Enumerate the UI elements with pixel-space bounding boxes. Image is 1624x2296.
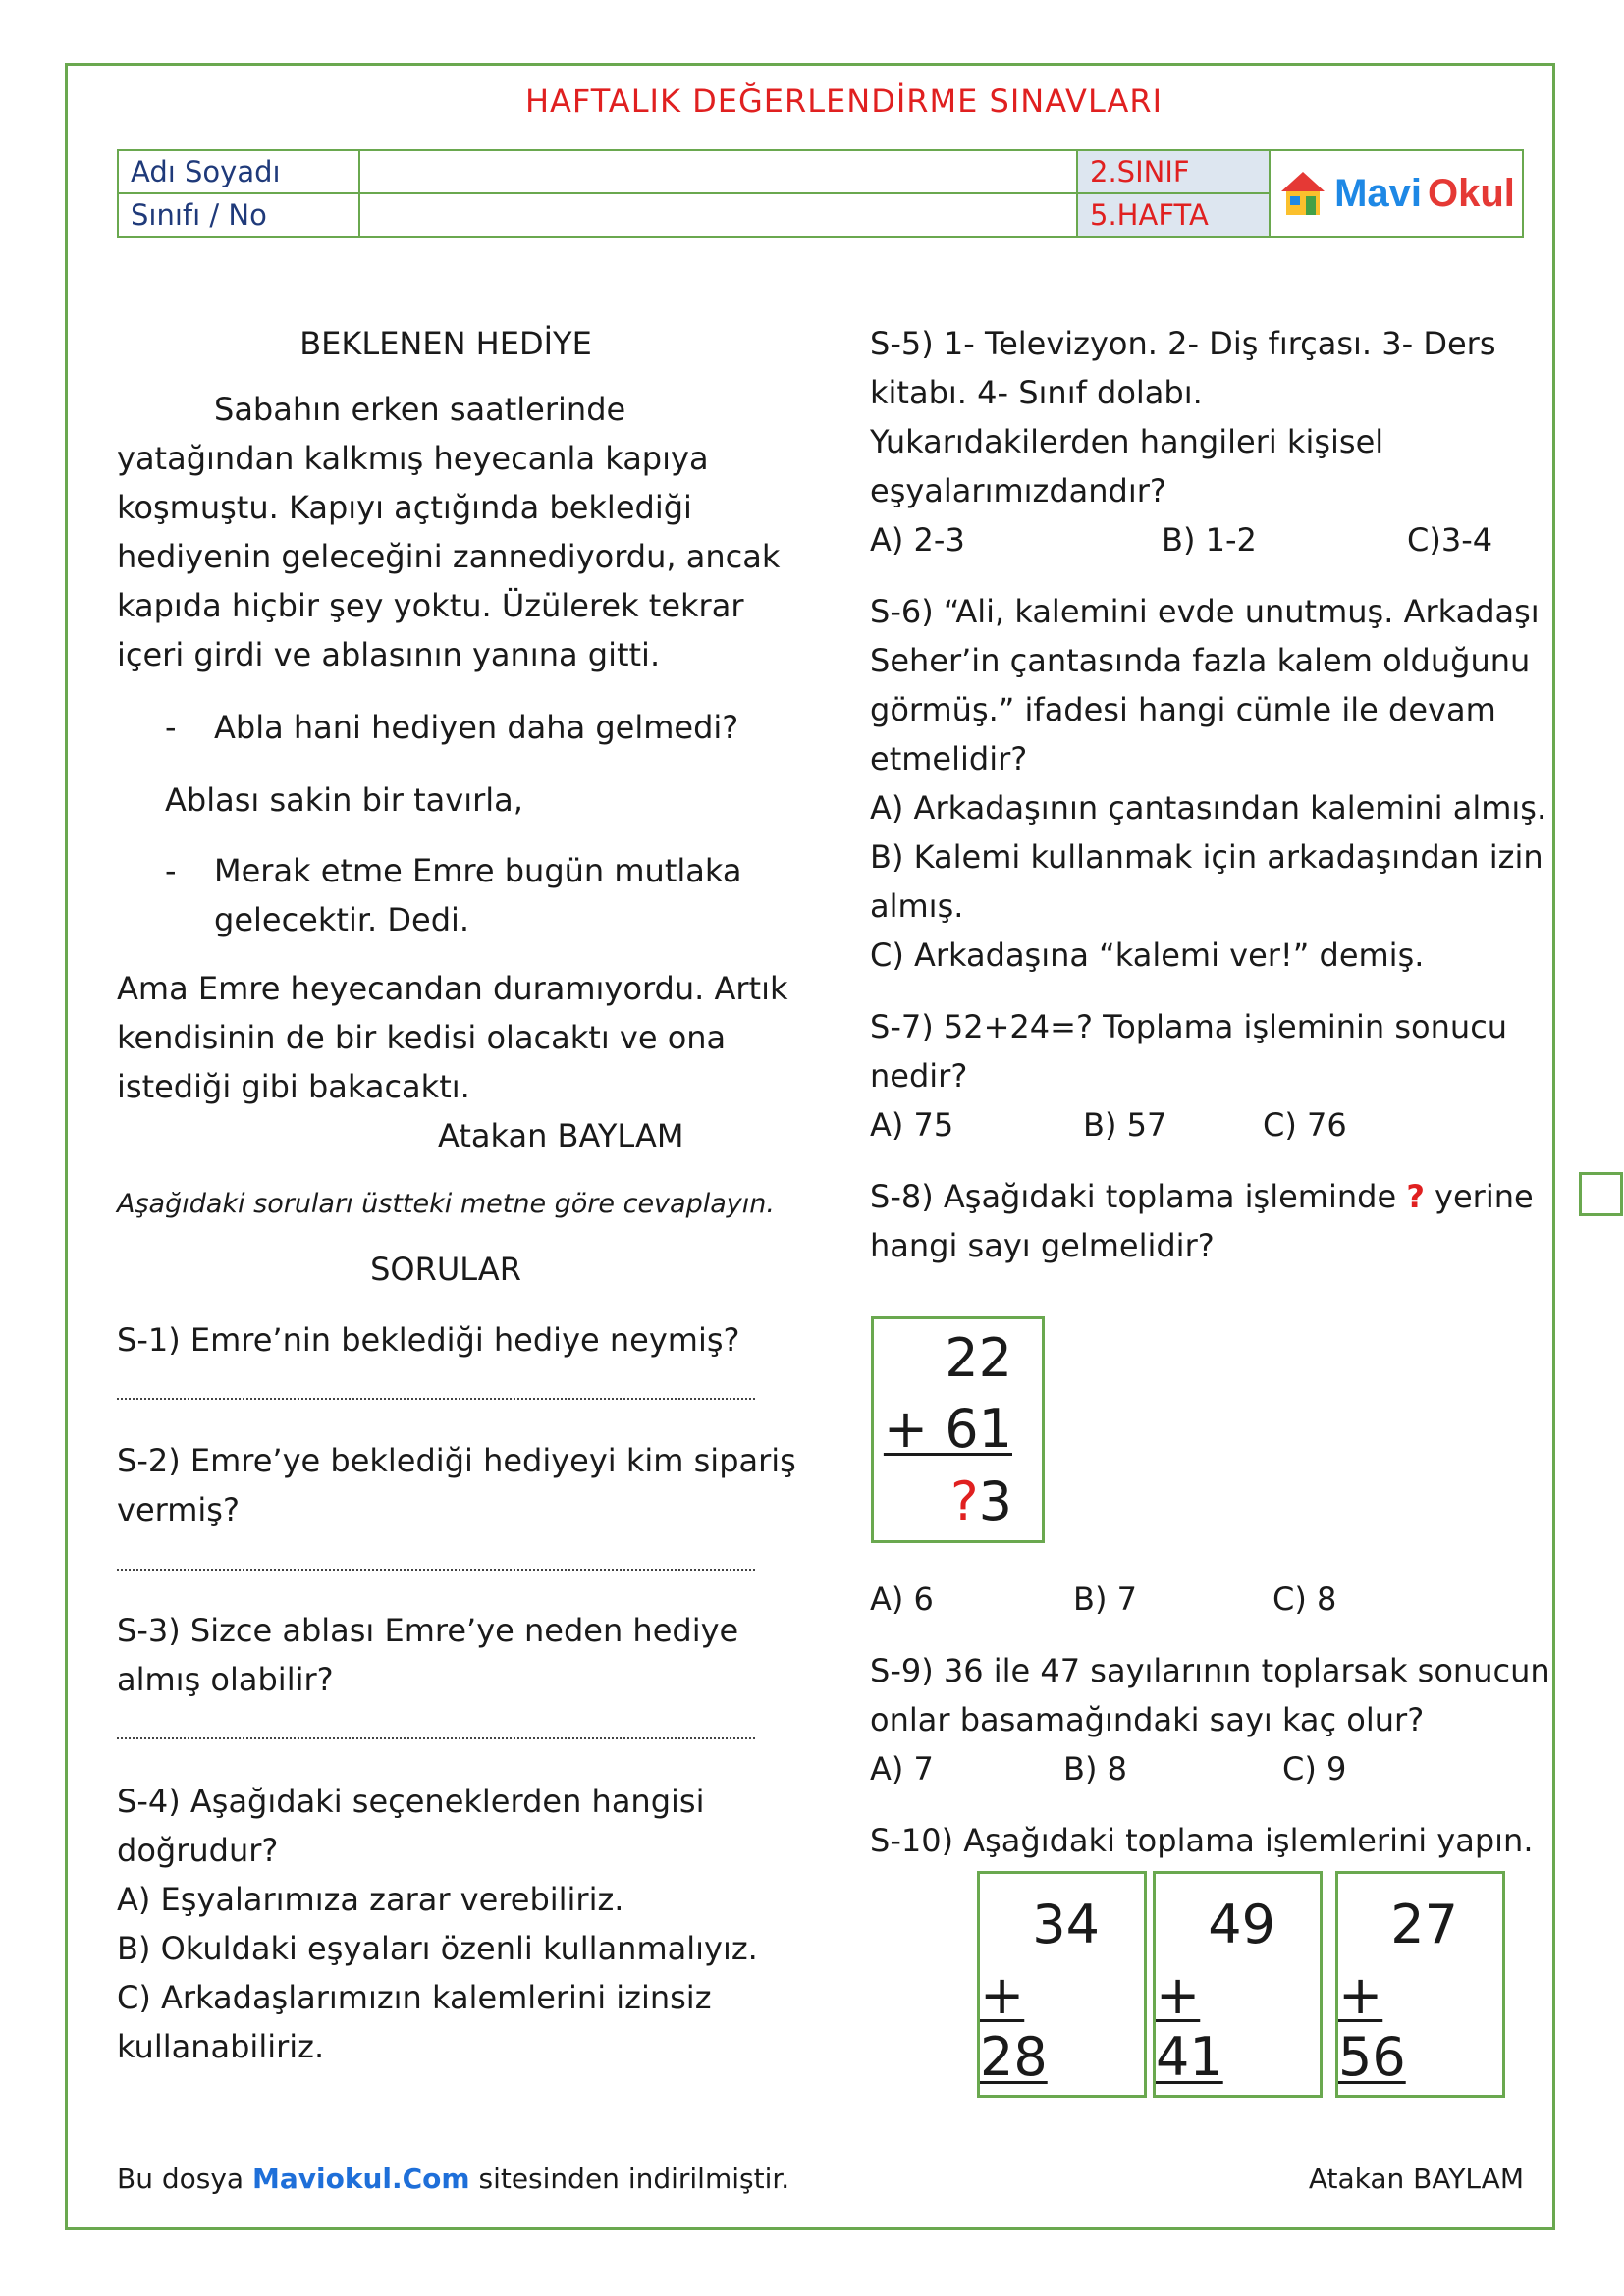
instruction-text: Aşağıdaki soruları üstteki metne göre cevaplayın. [117,1189,775,1219]
question-9: S-9) 36 ile 47 sayılarının toplarsak sonucun [870,1652,1550,1689]
addend-top: 49 [1208,1894,1275,1955]
option-c: C) Arkadaşına “kalemi ver!” demiş. [870,936,1425,974]
option-b: B) 7 [1073,1580,1137,1618]
option-a: A) 75 [870,1106,954,1144]
question-5-line: eşyalarımızdandır? [870,472,1166,509]
story-line: Ama Emre heyecandan duramıyordu. Artık [117,970,788,1007]
question-5-line: kitabı. 4- Sınıf dolabı. [870,374,1203,411]
question-2: S-2) Emre’ye beklediği hediyeyi kim sipariş [117,1442,796,1479]
dialog-line: Abla hani hediyen daha gelmedi? [214,709,739,746]
question-4-line: doğrudur? [117,1832,279,1869]
option-a: A) 6 [870,1580,934,1618]
name-label: Adı Soyadı [118,150,359,193]
question-4: S-4) Aşağıdaki seçeneklerden hangisi [117,1783,705,1820]
story-line: Ablası sakin bir tavırla, [165,781,523,819]
option-c-line: kullanabiliriz. [117,2028,325,2065]
question-8-line: hangi sayı gelmelidir? [870,1227,1215,1264]
option-c: C) 8 [1272,1580,1337,1618]
class-field[interactable] [359,193,1077,237]
maviokul-logo [1271,168,1522,219]
question-5: S-5) 1- Televizyon. 2- Diş fırçası. 3- Ders [870,325,1496,362]
answer-line[interactable] [117,1569,755,1571]
footer-author: Atakan BAYLAM [1308,2163,1524,2195]
option-b: B) 1-2 [1162,521,1257,559]
question-2-line: vermiş? [117,1491,240,1528]
story-line: istediği gibi bakacaktı. [117,1068,470,1105]
class-label: Sınıfı / No [118,193,359,237]
name-field[interactable] [359,150,1077,193]
story-title: BEKLENEN HEDİYE [299,325,592,362]
dialog-line: gelecektir. Dedi. [214,901,470,938]
page-title: HAFTALIK DEĞERLENDİRME SINAVLARI [524,82,1164,120]
option-b: B) 57 [1083,1106,1167,1144]
addition-result [950,1470,1012,1532]
question-3-line: almış olabilir? [117,1661,334,1698]
question-mark: ? [949,1470,979,1532]
story-line: içeri girdi ve ablasının yanına gitti. [117,636,661,673]
student-info-table [117,149,1524,238]
story-line: koşmuştu. Kapıyı açtığında beklediği [117,489,692,526]
option-c: C) 76 [1263,1106,1347,1144]
addend-bottom: + 41 [1156,1964,1223,2088]
addition-box[interactable] [977,1871,1147,2098]
story-line: yatağından kalkmış heyecanla kapıya [117,440,709,477]
question-5-line: Yukarıdakilerden hangileri kişisel [870,423,1384,460]
answer-line[interactable] [117,1737,755,1739]
option-a: A) 7 [870,1750,934,1788]
addend-top: 34 [1032,1894,1100,1955]
grade-label: 2.SINIF [1077,150,1270,193]
question-mark: ? [1406,1178,1425,1215]
logo-text-mavi: Mavi [1334,171,1423,215]
option-b: B) Kalemi kullanmak için arkadaşından izin [870,838,1543,876]
option-a: A) 2-3 [870,521,965,559]
checkbox[interactable] [1579,1172,1623,1216]
site-link[interactable]: Maviokul.Com [251,2163,470,2195]
option-a: A) Eşyalarımıza zarar verebiliriz. [117,1881,624,1918]
question-6-line: görmüş.” ifadesi hangi cümle ile devam [870,691,1496,728]
story-line: kendisinin de bir kedisi olacaktı ve ona [117,1019,727,1056]
question-7-line: nedir? [870,1057,968,1095]
question-7: S-7) 52+24=? Toplama işleminin sonucu [870,1008,1508,1045]
question-6-line: Seher’in çantasında fazla kalem olduğunu [870,642,1531,679]
option-b-line: almış. [870,887,964,925]
answer-line[interactable] [117,1398,755,1400]
footer-text-end: sitesinden indirilmiştir. [478,2163,790,2195]
dialog-dash: - [165,852,177,889]
dialog-dash: - [165,709,177,746]
dialog-line: Merak etme Emre bugün mutlaka [214,852,742,889]
addend-bottom: + 56 [1338,1964,1406,2088]
house-icon [1277,168,1328,219]
question-9-line: onlar basamağındaki sayı kaç olur? [870,1701,1425,1738]
addend-bottom: + 28 [980,1964,1048,2088]
week-label: 5.HAFTA [1077,193,1270,237]
addition-box[interactable] [1153,1871,1323,2098]
result-digit: 3 [978,1470,1012,1532]
addend-bottom: + 61 [883,1398,1012,1460]
question-8-text-end: yerine [1435,1178,1534,1215]
story-line: kapıda hiçbir şey yoktu. Üzülerek tekrar [117,587,744,624]
option-a: A) Arkadaşının çantasından kalemini almış. [870,789,1547,827]
addition-box[interactable] [1335,1871,1505,2098]
question-6-line: etmelidir? [870,740,1028,777]
questions-title: SORULAR [370,1251,521,1288]
story-line: Sabahın erken saatlerinde [214,391,626,428]
addend-top: 22 [945,1327,1012,1389]
question-1: S-1) Emre’nin beklediği hediye neymiş? [117,1321,740,1359]
footer-note [117,2163,789,2195]
logo-cell [1270,150,1523,237]
logo-text-okul: Okul [1428,171,1515,215]
question-8 [870,1172,1534,1221]
option-b: B) Okuldaki eşyaları özenli kullanmalıyız. [117,1930,758,1967]
question-8-text: S-8) Aşağıdaki toplama işleminde [870,1178,1397,1215]
option-c: C) Arkadaşlarımızın kalemlerini izinsiz [117,1979,712,2016]
story-author: Atakan BAYLAM [438,1117,684,1154]
question-10: S-10) Aşağıdaki toplama işlemlerini yapın. [870,1822,1534,1859]
question-6: S-6) “Ali, kalemini evde unutmuş. Arkadaşı [870,593,1540,630]
option-c: C) 9 [1282,1750,1347,1788]
footer-text: Bu dosya [117,2163,244,2195]
story-line: hediyenin geleceğini zannediyordu, ancak [117,538,781,575]
addition-box [871,1316,1045,1543]
addend-top: 27 [1390,1894,1458,1955]
option-c: C)3-4 [1407,521,1493,559]
question-3: S-3) Sizce ablası Emre’ye neden hediye [117,1612,739,1649]
option-b: B) 8 [1063,1750,1127,1788]
